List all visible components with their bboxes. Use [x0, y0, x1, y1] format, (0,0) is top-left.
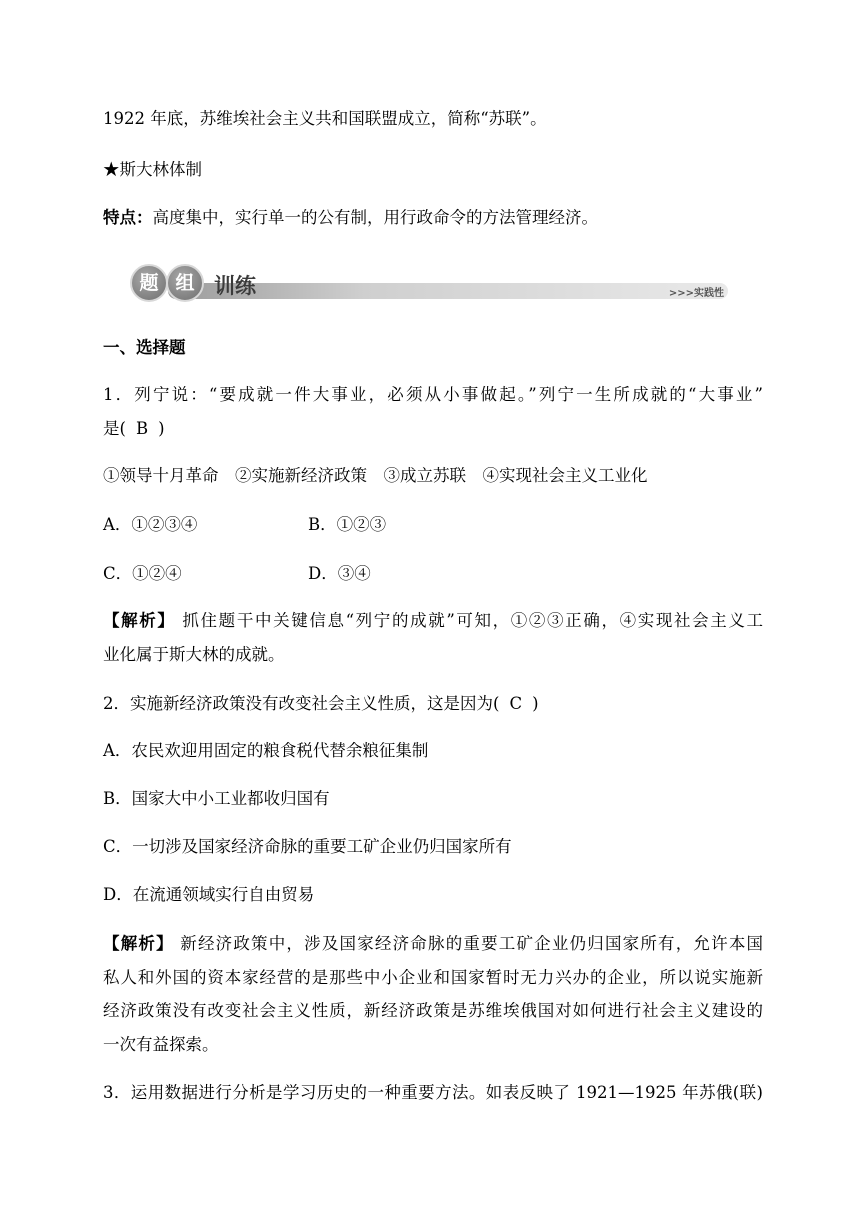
q1-analysis-text1: 抓住题干中关键信息“列宁的成就”可知，①②③正确，④实现社会主义工 — [182, 611, 764, 630]
q2-analysis-text1: 新经济政策中，涉及国家经济命脉的重要工矿企业仍归国家所有，允许本国 — [180, 934, 764, 953]
q1-option-a: A．①②③④ — [103, 515, 198, 534]
banner-tag: >>>实践性 — [668, 288, 724, 299]
q1-analysis-line1 — [103, 611, 763, 631]
q2-analysis-line1 — [103, 934, 763, 954]
q1-analysis-tag: 【解析】 — [103, 611, 176, 630]
q1-option-b: B．①②③ — [308, 515, 387, 534]
q1-option-d: D．③④ — [308, 564, 371, 583]
q1-answer: B — [135, 419, 149, 438]
q2-analysis-line3: 经济政策没有改变社会主义性质，新经济政策是苏维埃俄国对如何进行社会主义建设的 — [103, 1001, 763, 1020]
q2-option-c: C．一切涉及国家经济命脉的重要工矿企业仍归国家所有 — [103, 837, 512, 856]
q3-stem-line1: 3．运用数据进行分析是学习历史的一种重要方法。如表反映了 1921—1925 年苏俄(联) — [103, 1083, 763, 1102]
q2-analysis-tag: 【解析】 — [103, 934, 174, 953]
q1-options-row1 — [103, 515, 763, 535]
q1-stem-line1: 1．列宁说：“要成就一件大事业，必须从小事做起。”列宁一生所成就的“大事业” — [103, 385, 763, 404]
q2-stem — [103, 694, 763, 714]
q2-option-b: B．国家大中小工业都收归国有 — [103, 789, 330, 808]
stalin-features — [103, 208, 763, 228]
ussr-founding-text: 1922 年底，苏维埃社会主义共和国联盟成立，简称“苏联”。 — [103, 109, 547, 128]
banner-badge-zu: 组 — [166, 264, 204, 302]
q2-analysis-line2: 私人和外国的资本家经营的是那些中小企业和国家暂时无力兴办的企业，所以说实施新 — [103, 968, 763, 987]
q2-option-a: A．农民欢迎用固定的粮食税代替余粮征集制 — [103, 741, 429, 760]
q1-analysis-line2: 业化属于斯大林的成就。 — [103, 645, 285, 664]
q2-stem-suffix: ) — [532, 694, 539, 713]
stalin-system-heading: ★斯大林体制 — [103, 160, 202, 179]
q1-stem-line2 — [103, 419, 763, 439]
q2-answer: C — [509, 694, 523, 713]
q2-stem-prefix: 2．实施新经济政策没有改变社会主义性质，这是因为( — [103, 694, 500, 713]
q1-items: ①领导十月革命 ②实施新经济政策 ③成立苏联 ④实现社会主义工业化 — [103, 466, 648, 485]
q1-stem-prefix: 是( — [103, 419, 126, 438]
q2-option-d: D．在流通领域实行自由贸易 — [103, 885, 315, 904]
q1-option-c: C．①②④ — [103, 564, 182, 583]
q2-analysis-line4: 一次有益探索。 — [103, 1035, 219, 1054]
features-label: 特点： — [103, 208, 153, 227]
features-text: 高度集中，实行单一的公有制，用行政命令的方法管理经济。 — [152, 208, 598, 227]
q1-options-row2 — [103, 564, 763, 584]
practice-banner — [130, 262, 730, 304]
banner-title: 训练 — [214, 274, 256, 298]
q1-stem-suffix: ) — [158, 419, 165, 438]
section-title: 一、选择题 — [103, 338, 186, 357]
banner-badge-ti: 题 — [130, 264, 168, 302]
